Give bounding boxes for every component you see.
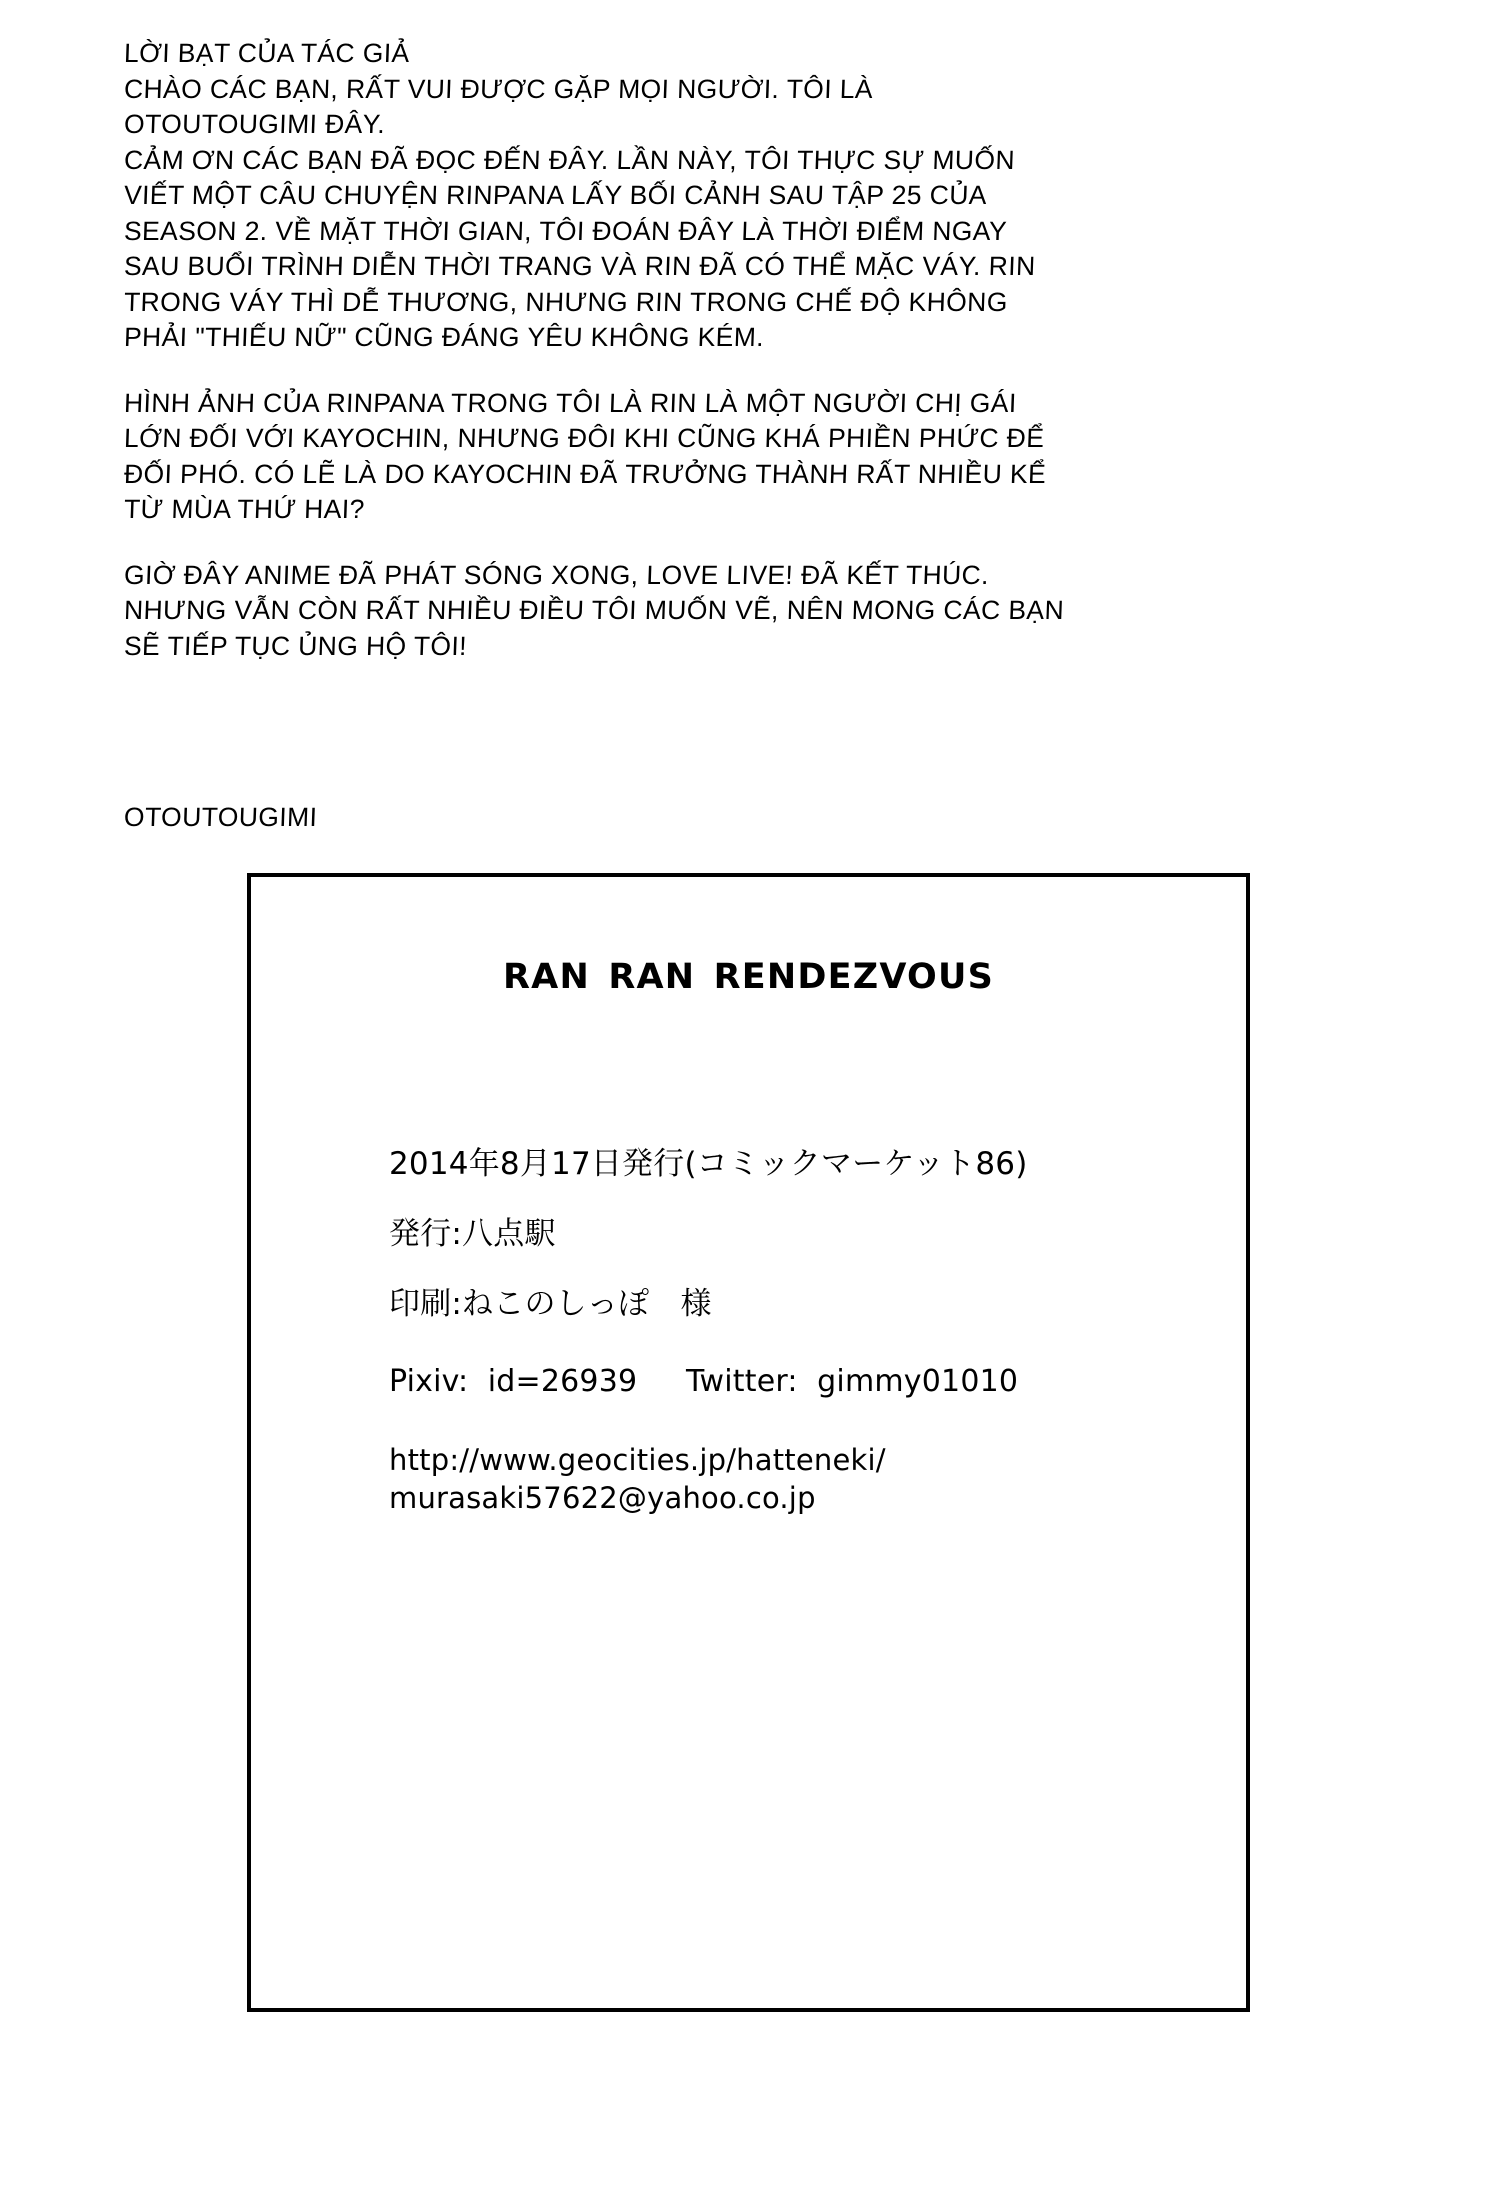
afterword-para-0-line-3: VIẾT MỘT CÂU CHUYỆN RINPANA LẤY BỐI CẢNH SAU TẬP 25 CỦA	[123, 180, 988, 210]
afterword-para-1-line-1: LỚN ĐỐI VỚI KAYOCHIN, NHƯNG ĐÔI KHI CŨNG KHÁ PHIỀN PHỨC ĐỂ	[123, 423, 1045, 453]
afterword-para-0-line-2: CẢM ƠN CÁC BẠN ĐÃ ĐỌC ĐẾN ĐÂY. LẦN NÀY, TÔI THỰC SỰ MUỐN	[123, 144, 1016, 175]
afterword-para-0-line-1: OTOUTOUGIMI ĐÂY.	[123, 109, 386, 139]
afterword-para-2-line-2: SẼ TIẾP TỤC ỦNG HỘ TÔI!	[123, 630, 468, 661]
publication-date: 2014年8月17日発行(コミックマーケット86)	[389, 1146, 1028, 1182]
colophon-details	[389, 1147, 1206, 1515]
afterword-para-2-line-0: GIỜ ĐÂY ANIME ĐÃ PHÁT SÓNG XONG, LOVE LIVE! ĐÃ KẾT THÚC.	[123, 559, 990, 590]
afterword-para-1-line-2: ĐỐI PHÓ. CÓ LẼ LÀ DO KAYOCHIN ĐÃ TRƯỞNG THÀNH RẤT NHIỀU KỂ	[123, 458, 1047, 489]
printer: 印刷:ねこのしっぽ 様	[389, 1286, 712, 1322]
email-address[interactable]: murasaki57622@yahoo.co.jp	[389, 1481, 816, 1515]
publisher: 発行:八点駅	[389, 1216, 556, 1252]
afterword-paragraph-3	[124, 558, 1324, 665]
colophon-title: RAN RAN RENDEZVOUS	[503, 957, 994, 997]
afterword-para-1-line-3: TỪ MÙA THỨ HAI?	[123, 494, 366, 524]
afterword-section	[124, 36, 1324, 664]
colophon-box	[247, 873, 1250, 2012]
afterword-para-0-line-5: SAU BUỔI TRÌNH DIỄN THỜI TRANG VÀ RIN ĐÃ CÓ THỂ MẶC VÁY. RIN	[123, 251, 1037, 281]
afterword-heading: LỜI BẠT CỦA TÁC GIẢ	[123, 38, 411, 68]
afterword-para-0-line-0: CHÀO CÁC BẠN, RẤT VUI ĐƯỢC GẶP MỌI NGƯỜI. TÔI LÀ	[123, 73, 874, 104]
website-url[interactable]: http://www.geocities.jp/hatteneki/	[389, 1443, 886, 1477]
afterword-paragraph-2	[124, 386, 1324, 528]
author-signature: OTOUTOUGIMI	[123, 802, 318, 832]
social-accounts: Pixiv: id=26939 Twitter: gimmy01010	[389, 1364, 1019, 1399]
afterword-heading-block	[124, 36, 1324, 356]
afterword-para-0-line-7: PHẢI "THIẾU NỮ" CŨNG ĐÁNG YÊU KHÔNG KÉM.	[123, 322, 765, 352]
afterword-para-0-line-4: SEASON 2. VỀ MẶT THỜI GIAN, TÔI ĐOÁN ĐÂY LÀ THỜI ĐIỂM NGAY	[123, 215, 1008, 246]
afterword-para-0-line-6: TRONG VÁY THÌ DỄ THƯƠNG, NHƯNG RIN TRONG CHẾ ĐỘ KHÔNG	[123, 286, 1009, 317]
afterword-para-2-line-1: NHƯNG VẪN CÒN RẤT NHIỀU ĐIỀU TÔI MUỐN VẼ, NÊN MONG CÁC BẠN	[123, 595, 1065, 625]
afterword-para-1-line-0: HÌNH ẢNH CỦA RINPANA TRONG TÔI LÀ RIN LÀ MỘT NGƯỜI CHỊ GÁI	[123, 387, 1018, 418]
